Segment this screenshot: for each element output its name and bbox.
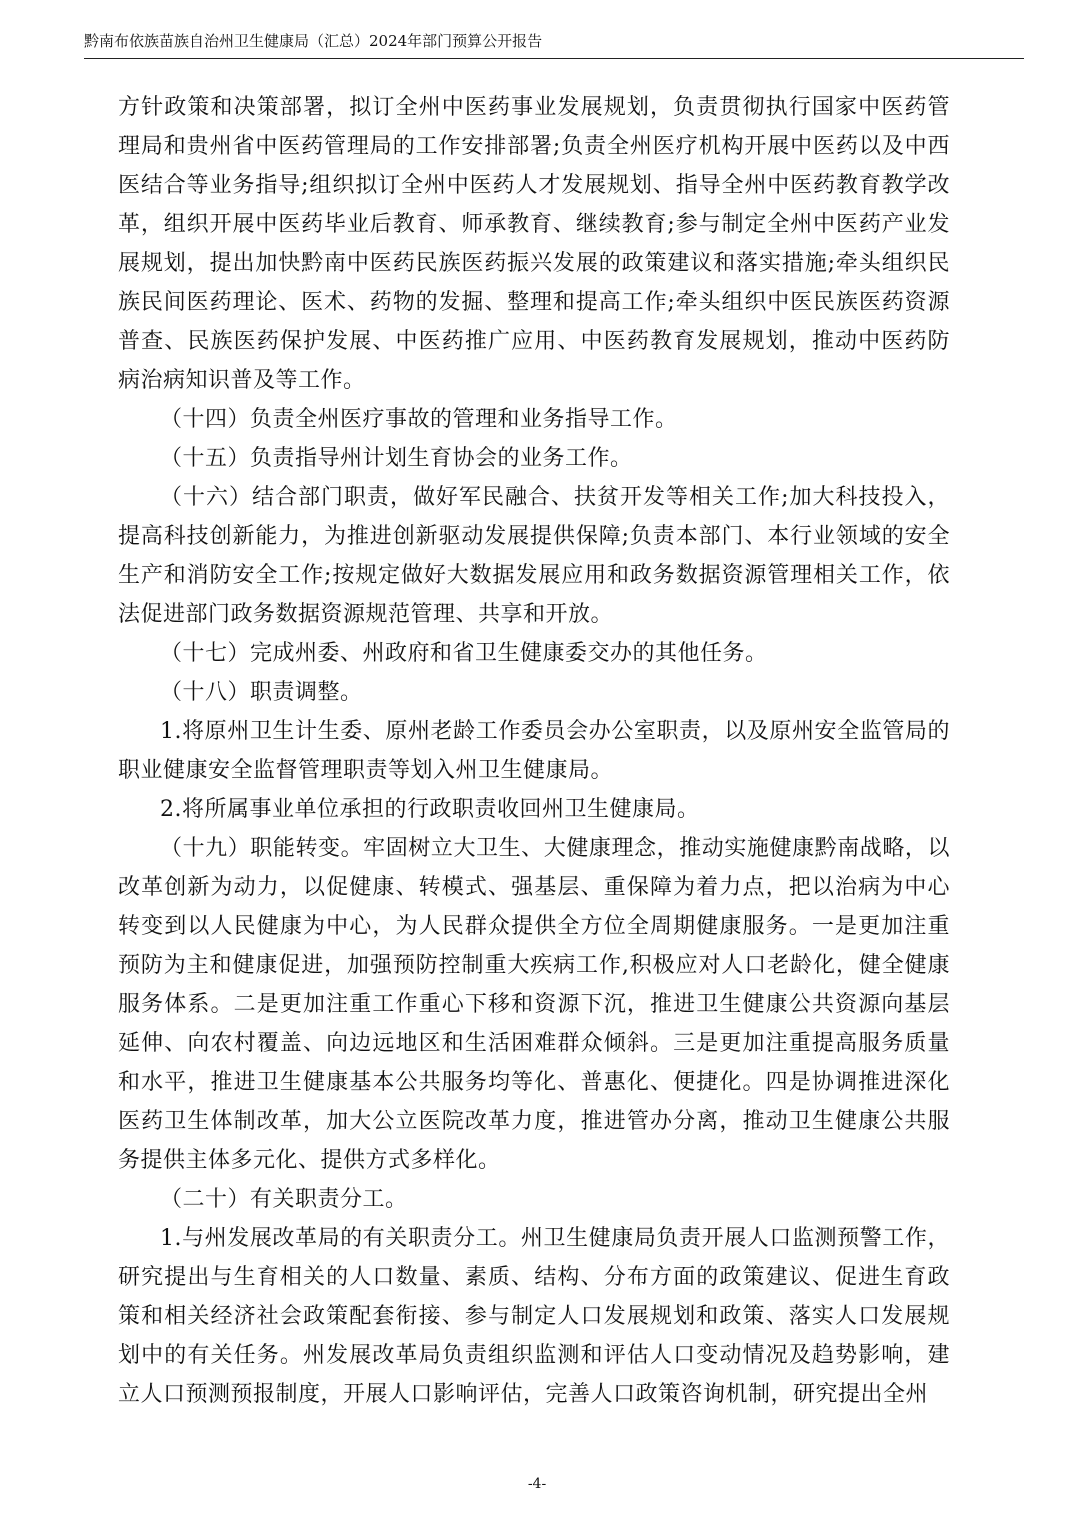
body-paragraph-item-18-2: 2.将所属事业单位承担的行政职责收回州卫生健康局。 (160, 797, 700, 822)
document-body (118, 88, 950, 1414)
body-paragraph-item-18-1: 1.将原州卫生计生委、原州老龄工作委员会办公室职责，以及原州安全监管局的职业健康安全监督管理职责等划入州卫生健康局。 (118, 719, 950, 783)
body-paragraph-item-14: （十四）负责全州医疗事故的管理和业务指导工作。 (160, 407, 678, 432)
body-paragraph-item-18: （十八）职责调整。 (160, 680, 363, 705)
page-number: -4- (527, 1476, 547, 1492)
body-paragraph-item-20: （二十）有关职责分工。 (160, 1187, 408, 1212)
body-paragraph-item-15: （十五）负责指导州计划生育协会的业务工作。 (160, 446, 633, 471)
body-paragraph-item-17: （十七）完成州委、州政府和省卫生健康委交办的其他任务。 (160, 641, 768, 666)
body-paragraph-item-16: （十六）结合部门职责，做好军民融合、扶贫开发等相关工作;加大科技投入，提高科技创新能力，为推进创新驱动发展提供保障;负责本部门、本行业领域的安全生产和消防安全工作;按规定做好大数据发展应用和政务数据资源管理相关工作，依法促进部门政务数据资源规范管理、共享和开放。 (118, 485, 950, 627)
body-paragraph-item-20-1: 1.与州发展改革局的有关职责分工。州卫生健康局负责开展人口监测预警工作，研究提出与生育相关的人口数量、素质、结构、分布方面的政策建议、促进生育政策和相关经济社会政策配套衔接、参与制定人口发展规划和政策、落实人口发展规划中的有关任务。州发展改革局负责组织监测和评估人口变动情况及趋势影响，建立人口预测预报制度，开展人口影响评估，完善人口政策咨询机制，研究提出全州 (118, 1226, 950, 1407)
body-paragraph-item-19: （十九）职能转变。牢固树立大卫生、大健康理念，推动实施健康黔南战略，以改革创新为动力，以促健康、转模式、强基层、重保障为着力点，把以治病为中心转变到以人民健康为中心，为人民群众提供全方位全周期健康服务。一是更加注重预防为主和健康促进，加强预防控制重大疾病工作,积极应对人口老龄化，健全健康服务体系。二是更加注重工作重心下移和资源下沉，推进卫生健康公共资源向基层延伸、向农村覆盖、向边远地区和生活困难群众倾斜。三是更加注重提高服务质量和水平，推进卫生健康基本公共服务均等化、普惠化、便捷化。四是协调推进深化医药卫生体制改革，加大公立医院改革力度，推进管办分离，推动卫生健康公共服务提供主体多元化、提供方式多样化。 (118, 836, 950, 1173)
header-title: 黔南布依族苗族自治州卫生健康局（汇总）2024年部门预算公开报告 (84, 32, 543, 50)
page-header (84, 28, 1024, 59)
body-paragraph-continuation: 方针政策和决策部署，拟订全州中医药事业发展规划，负责贯彻执行国家中医药管理局和贵州省中医药管理局的工作安排部署;负责全州医疗机构开展中医药以及中西医结合等业务指导;组织拟订全州中医药人才发展规划、指导全州中医药教育教学改革，组织开展中医药毕业后教育、师承教育、继续教育;参与制定全州中医药产业发展规划，提出加快黔南中医药民族医药振兴发展的政策建议和落实措施;牵头组织民族民间医药理论、医术、药物的发掘、整理和提高工作;牵头组织中医民族医药资源普查、民族医药保护发展、中医药推广应用、中医药教育发展规划，推动中医药防病治病知识普及等工作。 (118, 95, 950, 393)
